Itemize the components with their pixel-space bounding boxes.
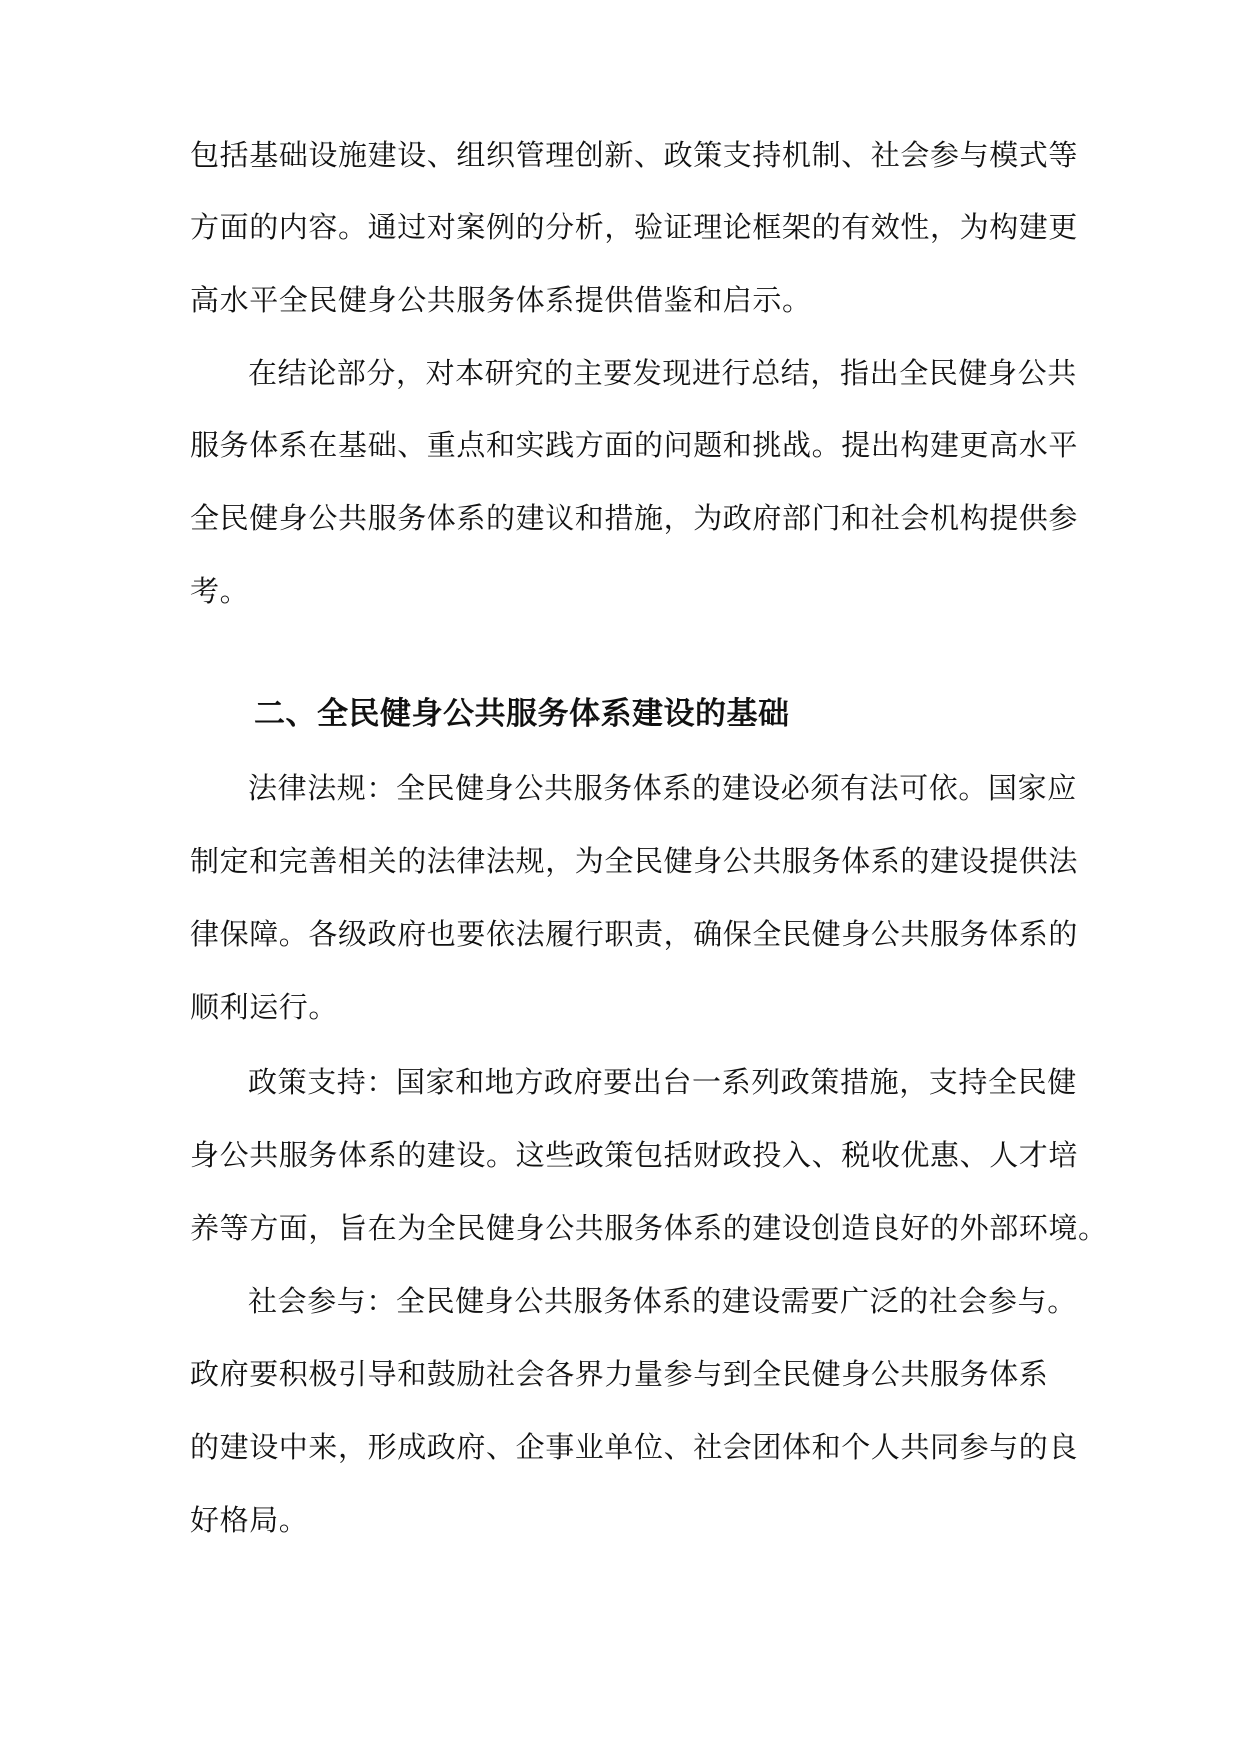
section-paragraph-3-line-3: 的建设中来，形成政府、企事业单位、社会团体和个人共同参与的良 <box>190 1430 1079 1464</box>
paragraph-2-line-4: 考。 <box>190 574 250 608</box>
paragraph-2-line-1: 在结论部分，对本研究的主要发现进行总结，指出全民健身公共 <box>248 356 1077 390</box>
paragraph-2-line-2: 服务体系在基础、重点和实践方面的问题和挑战。提出构建更高水平 <box>190 428 1079 462</box>
section-paragraph-2-line-1: 政策支持：国家和地方政府要出台一系列政策措施，支持全民健 <box>248 1065 1077 1099</box>
section-paragraph-1-line-4: 顺利运行。 <box>190 990 339 1024</box>
section-paragraph-1-line-2: 制定和完善相关的法律法规，为全民健身公共服务体系的建设提供法 <box>190 844 1079 878</box>
paragraph-1-line-2: 方面的内容。通过对案例的分析，验证理论框架的有效性，为构建更 <box>190 210 1079 244</box>
section-paragraph-2-line-2: 身公共服务体系的建设。这些政策包括财政投入、税收优惠、人才培 <box>190 1138 1079 1172</box>
section-paragraph-1-line-3: 律保障。各级政府也要依法履行职责，确保全民健身公共服务体系的 <box>190 917 1079 951</box>
section-heading: 二、全民健身公共服务体系建设的基础 <box>254 696 790 732</box>
section-paragraph-3-line-2: 政府要积极引导和鼓励社会各界力量参与到全民健身公共服务体系 <box>190 1357 1049 1391</box>
section-paragraph-1-line-1: 法律法规：全民健身公共服务体系的建设必须有法可依。国家应 <box>248 771 1077 805</box>
section-paragraph-3-line-1: 社会参与：全民健身公共服务体系的建设需要广泛的社会参与。 <box>248 1284 1077 1318</box>
paragraph-1-line-3: 高水平全民健身公共服务体系提供借鉴和启示。 <box>190 283 812 317</box>
paragraph-1-line-1: 包括基础设施建设、组织管理创新、政策支持机制、社会参与模式等 <box>190 138 1079 172</box>
paragraph-2-line-3: 全民健身公共服务体系的建议和措施，为政府部门和社会机构提供参 <box>190 501 1079 535</box>
section-paragraph-2-line-3: 养等方面，旨在为全民健身公共服务体系的建设创造良好的外部环境。 <box>190 1211 1108 1245</box>
section-paragraph-3-line-4: 好格局。 <box>190 1503 309 1537</box>
